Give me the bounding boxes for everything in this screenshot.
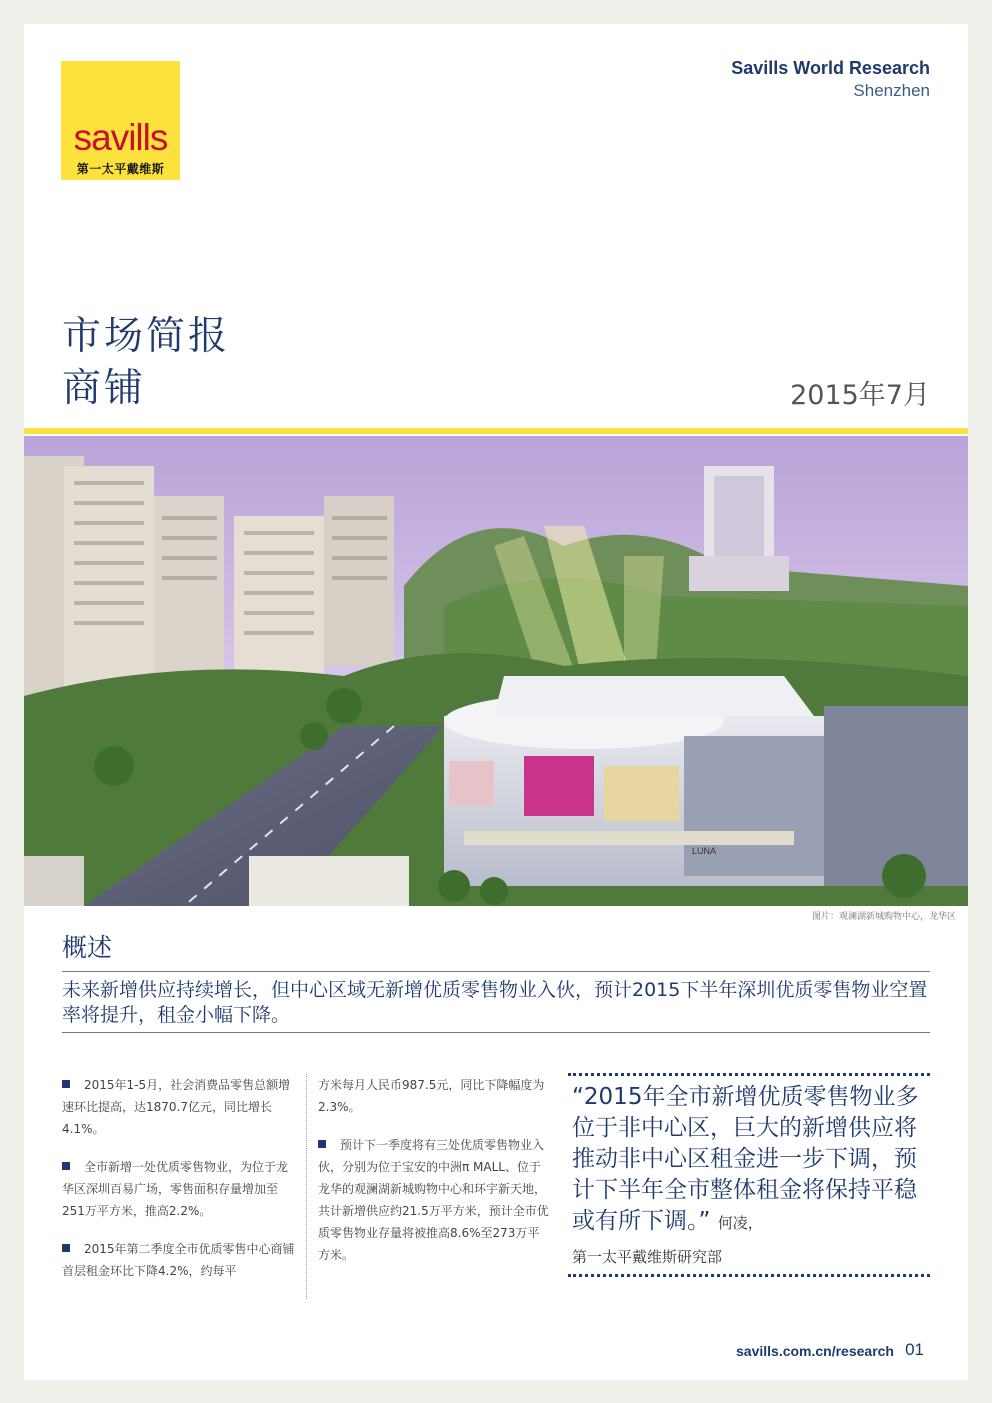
bullet-continuation: 方米每月人民币987.5元，同比下降幅度为2.3%。 xyxy=(318,1078,545,1114)
bullet-square-icon xyxy=(62,1080,70,1088)
overview-heading: 概述 xyxy=(62,933,113,962)
quote-text: “2015年全市新增优质零售物业多位于非中心区，巨大的新增供应将推动非中心区租金进一步下调，预计下半年全市整体租金将保持平稳或有所下调。” xyxy=(572,1084,919,1234)
research-city: Shenzhen xyxy=(853,81,930,100)
bullet-text: 2015年第二季度全市优质零售中心商铺首层租金环比下降4.2%，约每平 xyxy=(62,1242,295,1278)
bullet-text: 全市新增一处优质零售物业，为位于龙华区深圳百易广场，零售面积存量增加至251万平方米，推高2.2%。 xyxy=(62,1160,289,1218)
column-divider xyxy=(306,1074,307,1299)
report-title: 市场简报 xyxy=(62,314,231,359)
quote-organization: 第一太平戴维斯研究部 xyxy=(572,1248,723,1266)
overview-summary: 未来新增供应持续增长，但中心区域无新增优质零售物业入伙，预计2015下半年深圳优质零售物业空置率将提升，租金小幅下降。 xyxy=(62,979,928,1026)
mall-sign-text: LUNA xyxy=(692,846,717,856)
bullet-column-2 xyxy=(318,1074,550,1282)
research-series-title: Savills World Research xyxy=(731,58,930,78)
hero-image xyxy=(24,436,968,906)
quote-top-dots xyxy=(568,1073,930,1076)
footer-url[interactable]: savills.com.cn/research xyxy=(736,1343,894,1359)
overview-bottom-rule xyxy=(62,1032,930,1033)
bullet-column-1 xyxy=(62,1074,296,1298)
bullet-item xyxy=(62,1074,296,1140)
bullet-square-icon xyxy=(62,1244,70,1252)
bullet-item xyxy=(318,1134,550,1266)
hero-top-band xyxy=(24,428,968,434)
report-date: 2015年7月 xyxy=(790,380,930,411)
bullet-item xyxy=(62,1238,296,1282)
bullet-square-icon xyxy=(62,1162,70,1170)
page-number: 01 xyxy=(905,1340,924,1359)
quote-author: 何凌， xyxy=(717,1214,763,1232)
bullet-text: 2015年1-5月，社会消费品零售总额增速环比提高，达1870.7亿元，同比增长4.1%。 xyxy=(62,1078,291,1136)
bullet-square-icon xyxy=(318,1140,326,1148)
savills-logo xyxy=(61,61,180,180)
logo-chinese-name: 第一太平戴维斯 xyxy=(76,162,165,176)
pull-quote xyxy=(572,1082,930,1239)
bullet-text: 预计下一季度将有三处优质零售物业入伙，分别为位于宝安的中洲π MALL、位于龙华的观澜湖新城购物中心和环宇新天地，共计新增供应约21.5万平方米，预计全市优质零售物业存量将被推高8.6%至273万平方米。 xyxy=(318,1138,549,1262)
logo-wordmark: savills xyxy=(73,117,168,158)
hero-caption: 图片：观澜湖新城购物中心，龙华区 xyxy=(811,912,956,922)
overview-top-rule xyxy=(62,971,930,972)
bullet-item xyxy=(62,1156,296,1222)
quote-bottom-dots xyxy=(568,1274,930,1277)
report-page xyxy=(24,24,968,1380)
report-subtitle: 商铺 xyxy=(62,366,147,411)
